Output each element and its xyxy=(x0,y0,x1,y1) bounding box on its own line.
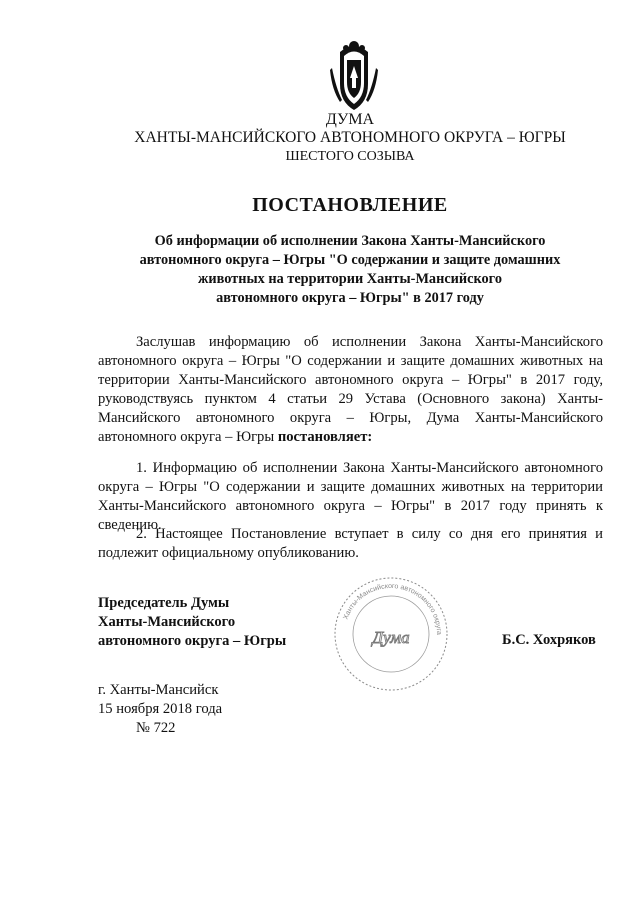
preamble-text: Заслушав информацию об исполнении Закона Ханты-Мансийского автономного округа – Югры "О содержании и защите домашних животных на территории Ханты-Мансийского автономного округа – Югры" в 2017 году, руководствуясь пунктом 4 статьи 29 Устава (Основного закона) Ханты-Мансийского автономного округа – Югры, Дума Ханты-Мансийского автономного округа – Югры xyxy=(98,334,603,445)
resolves-word: постановляет: xyxy=(277,429,373,445)
official-seal-stamp xyxy=(332,575,450,693)
subject-line: животных на территории Ханты-Мансийского xyxy=(198,271,502,287)
issuer-convocation: ШЕСТОГО СОЗЫВА xyxy=(285,149,415,164)
signatory-name: Б.С. Хохряков xyxy=(502,632,596,648)
issue-city: г. Ханты-Мансийск xyxy=(98,682,219,698)
position-line: Председатель Думы xyxy=(98,595,230,611)
resolution-item-2: 2. Настоящее Постановление вступает в силу со дня его принятия и подлежит официальному опубликованию. xyxy=(98,526,603,561)
issue-date: 15 ноября 2018 года xyxy=(98,701,223,717)
preamble-paragraph xyxy=(98,333,603,447)
position-line: Ханты-Мансийского xyxy=(98,614,236,630)
issue-details xyxy=(98,681,222,738)
coat-of-arms-emblem xyxy=(330,38,378,112)
document-type: ПОСТАНОВЛЕНИЕ xyxy=(252,194,448,216)
resolution-item-1: 1. Информацию об исполнении Закона Ханты-Мансийского автономного округа – Югры "О содержании и защите домашних животных на территории Ханты-Мансийского автономного округа – Югры" в 2017 году принять к сведению. xyxy=(98,460,603,533)
seal-word: Дума xyxy=(372,628,410,647)
subject-line: автономного округа – Югры" в 2017 году xyxy=(216,290,484,306)
subject-line: Об информации об исполнении Закона Ханты-Мансийского xyxy=(154,233,546,249)
issuer-title: ДУМА xyxy=(325,111,375,128)
issuer-region: ХАНТЫ-МАНСИЙСКОГО АВТОНОМНОГО ОКРУГА – ЮГРЫ xyxy=(134,129,566,146)
seal-ring-text: Ханты-Мансийского автономного округа xyxy=(342,582,443,635)
position-line: автономного округа – Югры xyxy=(98,633,287,649)
document-subject xyxy=(130,232,570,308)
document-number: № 722 xyxy=(136,720,176,736)
signatory-position xyxy=(98,594,286,651)
subject-line: автономного округа – Югры "О содержании и защите домашних xyxy=(139,252,561,268)
